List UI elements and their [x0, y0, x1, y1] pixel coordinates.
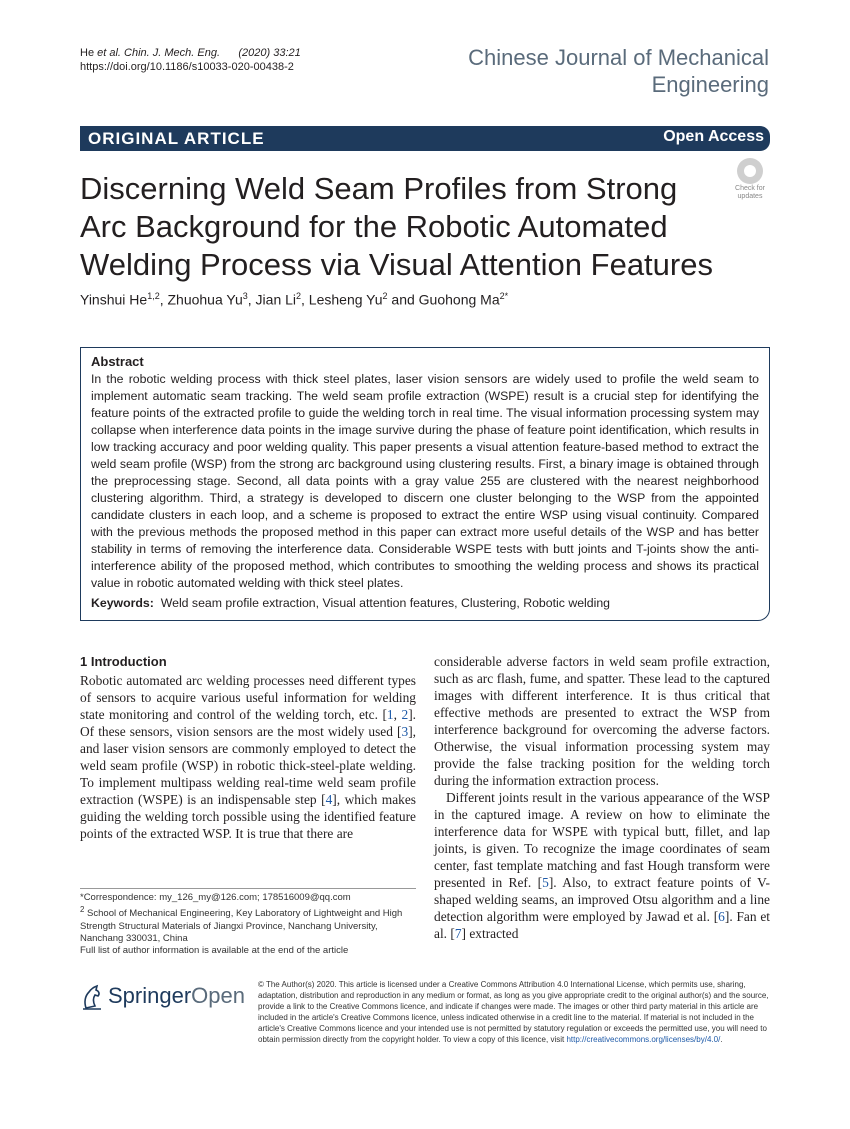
reference-link[interactable]: 5: [542, 875, 549, 890]
paragraph: [80, 672, 416, 842]
journal-name-line2: Engineering: [651, 72, 769, 97]
license-text: [258, 979, 770, 1045]
license-body: © The Author(s) 2020. This article is licensed under a Creative Commons Attribution 4.0 International License, which permits use, sharing, adaptation, distribution and reproduction in any medium or format, as long as you give appropriate credit to the original author(s) and the source, provide a link to the Creative Commons licence, and indicate if changes were made. The images or other third party material in this article are included in the article's Creative Commons licence, unless indicated otherwise in a credit line to the material. If material is not included in the article's Creative Commons licence and your intended use is not permitted by statutory regulation or exceeds the permitted use, you will need to obtain permission directly from the copyright holder. To view a copy of this licence, visit: [258, 980, 769, 1044]
open-access-label: Open Access: [663, 128, 764, 145]
affiliation-sup: 2: [382, 291, 388, 301]
text-run: ]. Of these sensors, vision sensors are the most widely used [: [80, 707, 416, 739]
reference-link[interactable]: 7: [454, 926, 462, 941]
springer-brand-open: Open: [191, 982, 245, 1008]
journal-name-line1: Chinese Journal of Mechanical: [468, 45, 769, 70]
article-type-banner: [80, 126, 770, 151]
text-run: Different joints result in the various appearance of the WSP in the captured image. A review on how to eliminate the interference data for WSPE with typical butt, fillet, and lap joints, is given. To recognize the image coordinates of seam center, fast template matching and fast Hough transform were presented in Ref. [: [434, 790, 770, 890]
license-link[interactable]: http://creativecommons.org/licenses/by/4.0/: [566, 1035, 721, 1044]
springer-brand: Springer: [108, 982, 192, 1008]
journal-name: [409, 44, 769, 98]
text-run: ], which makes guiding the welding torch possible using the identified feature points of the extracted WSP. It is true that there are: [80, 792, 416, 841]
text-run: ]. Also, to extract feature points of V-shaped welding seams, an improved Otsu algorithm and a line detection algorithm were employed by Jawad et al. [: [434, 875, 770, 924]
reference-link[interactable]: 3: [401, 724, 409, 739]
footnotes: [80, 888, 416, 958]
affiliation-sup: 1,2: [147, 291, 160, 301]
cite-year: (2020) 33:21: [238, 47, 301, 59]
doi-link[interactable]: https://doi.org/10.1186/s10033-020-00438-2: [80, 61, 294, 73]
keywords-text: Weld seam profile extraction, Visual attention features, Clustering, Robotic welding: [160, 596, 611, 610]
abstract-box: [80, 347, 770, 621]
abstract-body: In the robotic welding process with thick steel plates, laser vision sensors are widely used to profile the weld seam to implement automatic seam tracking. The weld seam profile extraction (WSPE) result is a crucial step for identifying the feature points of the extracted profile to guide the welding torch in real time. The visual information processing system may collapse when interference data points in the image survive during the phase of feature point identification, which results in low tracking accuracy and poor welding quality. This paper presents a visual attention feature-based method to extract the weld seam profile (WSP) from the strong arc background using clustering results. First, a binary image is obtained through the preprocessing stage. Second, all data points with a gray value 255 are clustered with the nearest neighborhood clustering algorithm. Third, a strategy is developed to discern one cluster belonging to the WSP from the appointed candidate clusters in each loop, and a scheme is proposed to extract the entire WSP using visual continuity. Compared with the previous methods the proposed method in this paper can extract more useful details of the WSP and has better stability in terms of removing the interference data. Considerable WSPE tests with butt joints and T-joints show the anti-interference ability of the proposed method, which contributes to smoothing the welding process and shows its practical value in robotic automated welding with thick steel plates.: [91, 372, 759, 590]
author-name: , Lesheng Yu: [301, 291, 383, 308]
abstract-heading: Abstract: [91, 354, 144, 369]
affiliation-text: School of Mechanical Engineering, Key Laboratory of Lightweight and High Strength Structural Materials of Jiangxi Province, Nanchang University, Nanchang 330031, China: [80, 908, 403, 945]
right-column: [434, 653, 770, 942]
check-updates-icon: [737, 158, 763, 184]
text-run: ,: [393, 707, 402, 722]
author-name: and Guohong Ma: [387, 291, 500, 308]
text-run: ], and laser vision sensors are commonly employed to detect the weld seam profile (WSP) in robotic thick-steel-plate welding. To implement multipass welding real-time weld seam profile extraction (WSPE) is an indispensable step [: [80, 724, 416, 807]
author-info-note: Full list of author information is available at the end of the article: [80, 945, 349, 957]
paragraph: considerable adverse factors in weld seam profile extraction, such as arc flash, fume, and spatter. These lead to the captured images with different interference. It is thus critical that effective methods are presented to extract the WSP from interference background for overcoming the adverse factors. Otherwise, the visual information processing system may provide the false tracking position for the welding torch during the information extraction process.: [434, 654, 770, 788]
author-name: , Zhuohua Yu: [159, 291, 243, 308]
affiliation: [80, 904, 416, 945]
affiliation-sup: 2: [80, 905, 85, 915]
reference-link[interactable]: 4: [325, 792, 333, 807]
text-run: ] extracted: [461, 926, 519, 941]
springer-horse-icon: [80, 982, 104, 1012]
cite-authors: He: [80, 47, 98, 59]
author-name: , Jian Li: [247, 291, 297, 308]
license-end: .: [720, 1035, 723, 1044]
left-column: [80, 653, 416, 842]
affiliation-sup: 2*: [499, 291, 509, 301]
check-updates-line2: updates: [737, 193, 763, 200]
citation-block: [80, 46, 301, 74]
author-name: Yinshui He: [80, 291, 148, 308]
section-heading: 1 Introduction: [80, 654, 167, 669]
author-list: [80, 291, 508, 308]
springer-open-logo: [80, 982, 245, 1012]
paragraph: [434, 789, 770, 942]
article-type: ORIGINAL ARTICLE: [88, 129, 265, 148]
reference-link[interactable]: 6: [718, 909, 725, 924]
title-line: Arc Background for the Robotic Automated: [80, 209, 668, 244]
check-updates-line1: Check for: [735, 185, 765, 192]
correspondence: *Correspondence: my_126_my@126.com; 178516009@qq.com: [80, 892, 351, 903]
title-line: Discerning Weld Seam Profiles from Strong: [80, 171, 678, 206]
cite-journal: et al. Chin. J. Mech. Eng.: [97, 47, 221, 59]
text-run: ]. Fan et al. [: [434, 909, 770, 941]
title-line: Welding Process via Visual Attention Features: [80, 247, 713, 282]
keywords-label: Keywords:: [91, 596, 154, 610]
reference-link[interactable]: 2: [401, 707, 409, 722]
reference-link[interactable]: 1: [386, 707, 394, 722]
check-for-updates-button[interactable]: [730, 158, 770, 201]
check-updates-label: [730, 185, 770, 201]
affiliation-sup: 2: [296, 291, 302, 301]
text-run: Robotic automated arc welding processes need different types of sensors to acquire various useful information for welding state monitoring and control of the welding torch, etc. [: [80, 673, 416, 722]
affiliation-sup: 3: [242, 291, 248, 301]
keywords: [91, 595, 759, 612]
article-title: [80, 170, 720, 284]
